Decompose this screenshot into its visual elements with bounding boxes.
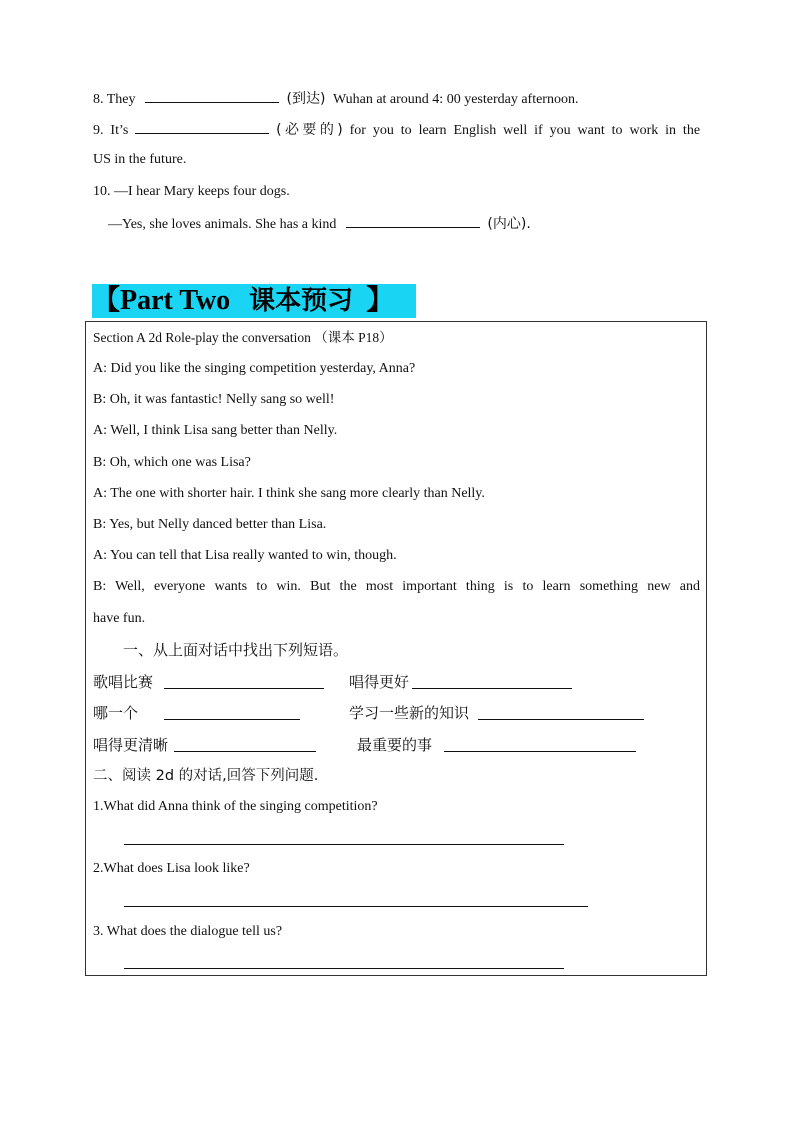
- question-item: 2.What does Lisa look like?: [93, 861, 250, 876]
- dialogue-line: B: Oh, it was fantastic! Nelly sang so well!: [93, 392, 335, 407]
- dialogue-line-final-cont: have fun.: [93, 611, 146, 626]
- dialogue-line: B: Oh, which one was Lisa?: [93, 455, 251, 470]
- banner-close-bracket: 】: [366, 285, 395, 316]
- q8-answer-blank[interactable]: [145, 88, 279, 103]
- phrase-label: 学习一些新的知识: [349, 704, 470, 722]
- question-item: 3. What does the dialogue tell us?: [93, 924, 283, 939]
- answer-line[interactable]: [124, 968, 564, 969]
- q8-prefix: 8. They: [93, 92, 136, 107]
- dialogue-line: A: Did you like the singing competition yesterday, Anna?: [93, 361, 416, 376]
- section-heading: Section A 2d Role-play the conversation （课本 P18）: [93, 330, 393, 345]
- dialogue-line: A: The one with shorter hair. I think she sang more clearly than Nelly.: [93, 486, 485, 501]
- q8-suffix: Wuhan at around 4: 00 yesterday afternoon.: [332, 92, 579, 107]
- exercise-2-title: 二、阅读 2d 的对话,回答下列问题.: [93, 768, 319, 784]
- phrase-label: 歌唱比赛: [93, 673, 154, 691]
- question-10: 10. —I hear Mary keeps four dogs.: [93, 184, 290, 199]
- answer-line[interactable]: [124, 844, 564, 845]
- phrase-label: 哪一个: [93, 704, 139, 722]
- phrase-answer-blank[interactable]: [164, 688, 324, 689]
- phrase-answer-blank[interactable]: [412, 688, 572, 689]
- phrase-answer-blank[interactable]: [444, 751, 636, 752]
- q9-answer-blank[interactable]: [135, 119, 269, 134]
- part-two-banner: [92, 284, 416, 318]
- question-8: [93, 88, 578, 110]
- answer-line[interactable]: [124, 906, 588, 907]
- dialogue-line: A: You can tell that Lisa really wanted to win, though.: [93, 548, 397, 563]
- question-10-reply: [108, 213, 531, 235]
- banner-title: 课本预习: [249, 286, 354, 316]
- phrase-answer-blank[interactable]: [478, 719, 644, 720]
- q9-hint: (必要的): [276, 122, 343, 138]
- question-9: [93, 119, 700, 141]
- q10-prefix: —Yes, she loves animals. She has a kind: [108, 217, 337, 232]
- phrase-answer-blank[interactable]: [174, 751, 316, 752]
- q9-prefix: 9. It’s: [93, 123, 129, 138]
- banner-part-label: 【Part Two: [92, 285, 231, 316]
- q10-hint: (内心).: [487, 216, 531, 232]
- q8-hint: (到达): [286, 91, 326, 107]
- dialogue-line: A: Well, I think Lisa sang better than Nelly.: [93, 423, 338, 438]
- phrase-label: 最重要的事: [357, 736, 433, 754]
- dialogue-line: B: Yes, but Nelly danced better than Lisa.: [93, 517, 327, 532]
- question-item: 1.What did Anna think of the singing competition?: [93, 799, 378, 814]
- q9-suffix: for you to learn English well if you want to work in the: [349, 123, 701, 138]
- question-9-continued: US in the future.: [93, 152, 187, 167]
- phrase-answer-blank[interactable]: [164, 719, 300, 720]
- dialogue-line-final: B: Well, everyone wants to win. But the most important thing is to learn something new and: [93, 579, 700, 594]
- exercise-1-title: 一、从上面对话中找出下列短语。: [123, 641, 349, 659]
- phrase-label: 唱得更清晰: [93, 736, 169, 754]
- phrase-label: 唱得更好: [349, 673, 410, 691]
- q10-answer-blank[interactable]: [346, 213, 480, 228]
